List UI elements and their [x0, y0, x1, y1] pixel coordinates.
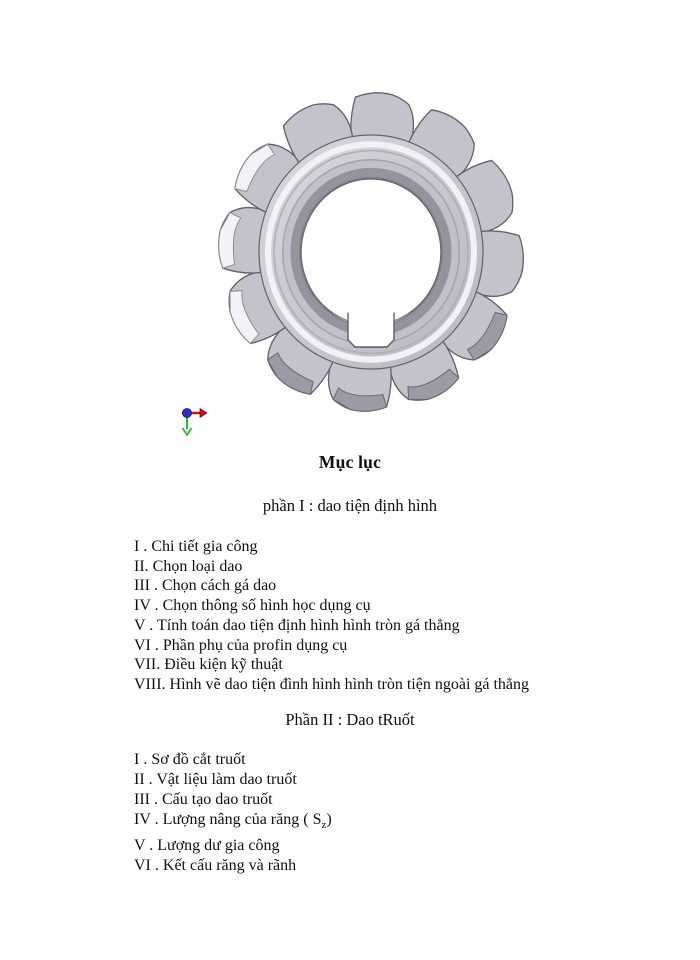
part1-heading: phần I : dao tiện định hình [262, 496, 438, 515]
part2-heading: Phần II : Dao tRuốt [285, 710, 415, 729]
toc-part1-item-2: II. Chọn loại dao [134, 557, 243, 575]
toc-part1-item-5: V . Tính toán dao tiện định hình hình tròn gá thẳng [134, 616, 460, 634]
part2-toc-list [134, 750, 332, 875]
toc-part2-item-5: V . Lượng dư gia công [134, 836, 280, 854]
gear-cutter [211, 82, 531, 422]
toc-part1-item-4: IV . Chọn thông số hình học dụng cụ [134, 597, 371, 615]
toc-item-text: ) [326, 810, 332, 828]
origin-point-icon [182, 408, 191, 417]
part1-toc-list [134, 537, 529, 695]
origin-axis-icon [173, 400, 215, 440]
toc-part1-item-6: VI . Phần phụ của profin dụng cụ [134, 636, 348, 654]
toc-part1-item-7: VII. Điều kiện kỹ thuật [134, 656, 283, 674]
toc-part2-item-6: VI . Kết cấu răng và rãnh [134, 856, 297, 874]
toc-part2-item-2: II . Vật liệu làm dao truốt [134, 770, 297, 788]
toc-part2-item-1: I . Sơ đồ cắt truốt [134, 751, 246, 768]
toc-part1-item-1: I . Chi tiết gia công [134, 538, 258, 555]
toc-part2-item-4 [134, 810, 332, 836]
keyway-slot [348, 313, 394, 347]
toc-item-text: IV . Lượng nâng của răng ( S [134, 810, 322, 828]
milling-cutter-figure [211, 82, 531, 422]
toc-part1-item-3: III . Chọn cách gá dao [134, 577, 277, 595]
subscript-z: z [321, 818, 327, 831]
page-title: Mục lục [318, 452, 382, 472]
toc-part2-item-3: III . Cấu tạo dao truốt [134, 790, 273, 808]
toc-part1-item-8: VIII. Hình vẽ dao tiện đình hình hình tròn tiện ngoài gá thẳng [134, 675, 530, 693]
